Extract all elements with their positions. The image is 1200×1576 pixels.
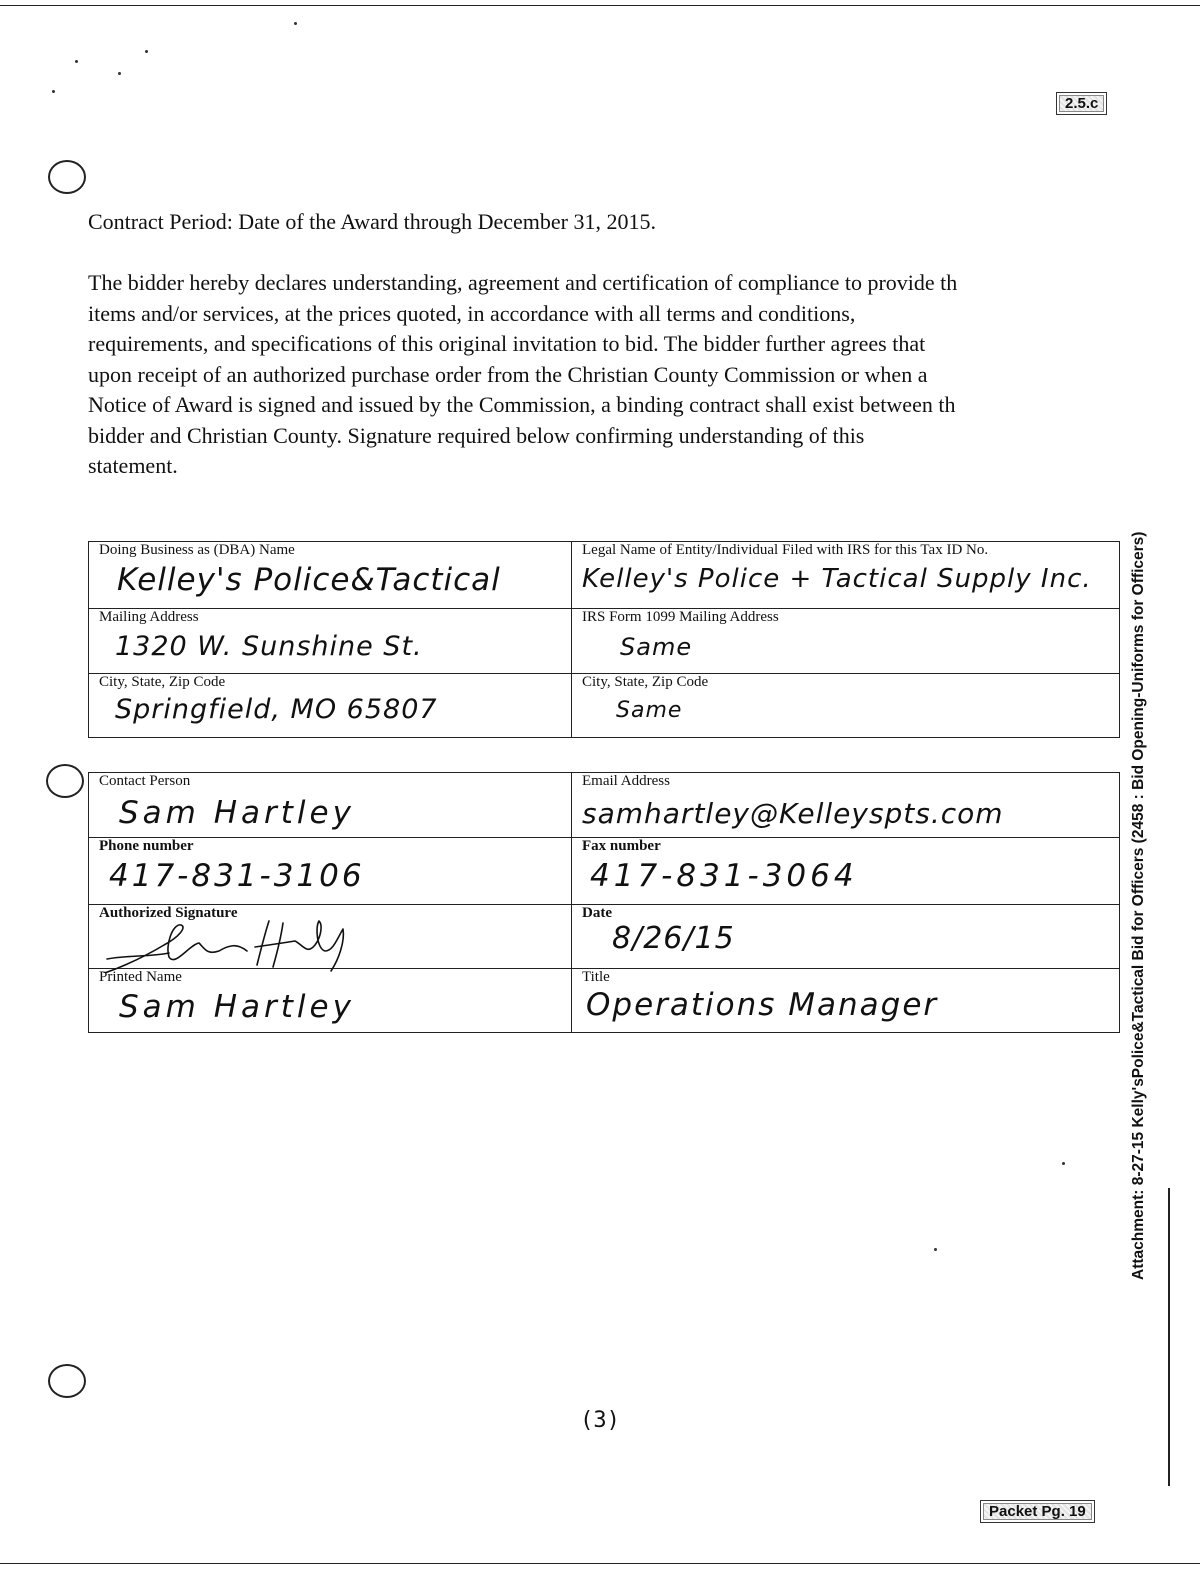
handwritten-signature	[69, 915, 369, 973]
fax-value: 417-831-3064	[590, 858, 858, 894]
declaration-line: bidder and Christian County. Signature required below confirming understanding of this	[88, 422, 865, 448]
top-border-line	[0, 5, 1200, 6]
legal-name-cell	[572, 542, 1120, 609]
printed-name-label: Printed Name	[99, 969, 182, 985]
city-state-zip-value: Springfield, MO 65807	[115, 694, 438, 725]
phone-cell	[89, 838, 572, 905]
date-cell	[572, 905, 1120, 969]
irs-address-label: IRS Form 1099 Mailing Address	[582, 609, 779, 625]
packet-page-stamp: Packet Pg. 19	[980, 1500, 1095, 1523]
declaration-line: requirements, and specifications of this original invitation to bid. The bidder further agrees that	[88, 331, 926, 356]
title-cell	[572, 969, 1120, 1033]
city-state-zip-cell	[89, 674, 572, 738]
declaration-line: Notice of Award is signed and issued by the Commission, a binding contract shall exist between th	[88, 392, 956, 417]
contact-signature-table	[88, 772, 1120, 1033]
phone-label: Phone number	[99, 838, 194, 854]
fax-cell	[572, 838, 1120, 905]
punch-hole-top	[48, 160, 86, 194]
irs-address-value: Same	[620, 633, 693, 661]
title-label: Title	[582, 969, 610, 985]
title-value: Operations Manager	[586, 987, 939, 1023]
city-state-zip-label: City, State, Zip Code	[99, 674, 226, 690]
scan-speck	[75, 60, 78, 63]
declaration-paragraph	[88, 268, 957, 482]
scan-speck	[294, 22, 297, 25]
punch-hole-middle	[46, 764, 84, 798]
legal-name-value: Kelley's Police + Tactical Supply Inc.	[582, 564, 1092, 594]
page-number: (3)	[580, 1408, 620, 1433]
dba-label: Doing Business as (DBA) Name	[99, 542, 295, 558]
scan-speck	[934, 1248, 937, 1251]
legal-name-label: Legal Name of Entity/Individual Filed with IRS for this Tax ID No.	[582, 542, 989, 558]
fax-label: Fax number	[582, 838, 661, 854]
declaration-line: upon receipt of an authorized purchase order from the Christian County Commission or when a	[88, 361, 928, 387]
scan-speck	[1062, 1162, 1065, 1165]
declaration-line: The bidder hereby declares understanding, agreement and certification of compliance to provide th	[88, 270, 958, 295]
declaration-line: statement.	[88, 453, 178, 478]
email-value: samhartley@Kelleyspts.com	[582, 797, 1004, 830]
contact-person-cell	[89, 773, 572, 838]
attachment-sidebar-label: Attachment: 8-27-15 Kelly'sPolice&Tactical Bid for Officers (2458 : Bid Opening-Uniforms for Officers)	[1130, 531, 1147, 1280]
contact-person-value: Sam Hartley	[119, 795, 355, 831]
dba-cell	[89, 542, 572, 609]
phone-value: 417-831-3106	[109, 858, 365, 894]
header-stamp: 2.5.c	[1056, 92, 1107, 115]
contact-person-label: Contact Person	[99, 773, 191, 789]
date-label: Date	[582, 905, 612, 921]
email-label: Email Address	[582, 773, 670, 789]
city-state-zip-2-label: City, State, Zip Code	[582, 674, 709, 690]
scan-speck	[118, 72, 121, 75]
city-state-zip-2-value: Same	[616, 698, 683, 723]
email-cell	[572, 773, 1120, 838]
city-state-zip-2-cell	[572, 674, 1120, 738]
printed-name-value: Sam Hartley	[119, 989, 355, 1025]
scan-speck	[52, 90, 55, 93]
right-margin-line	[1168, 1188, 1170, 1486]
mailing-address-cell	[89, 609, 572, 674]
date-value: 8/26/15	[612, 921, 735, 956]
authorized-signature-label: Authorized Signature	[99, 905, 238, 921]
dba-value: Kelley's Police&Tactical	[117, 562, 501, 598]
irs-address-cell	[572, 609, 1120, 674]
contract-period: Contract Period: Date of the Award through December 31, 2015.	[88, 209, 656, 234]
mailing-address-value: 1320 W. Sunshine St.	[115, 631, 423, 662]
punch-hole-bottom	[48, 1364, 86, 1398]
declaration-line: items and/or services, at the prices quoted, in accordance with all terms and conditions,	[88, 300, 856, 326]
scan-speck	[145, 50, 148, 53]
authorized-signature-cell	[89, 905, 572, 969]
bottom-border-line	[0, 1563, 1200, 1564]
business-info-table	[88, 541, 1120, 738]
printed-name-cell	[89, 969, 572, 1033]
mailing-address-label: Mailing Address	[99, 609, 199, 625]
